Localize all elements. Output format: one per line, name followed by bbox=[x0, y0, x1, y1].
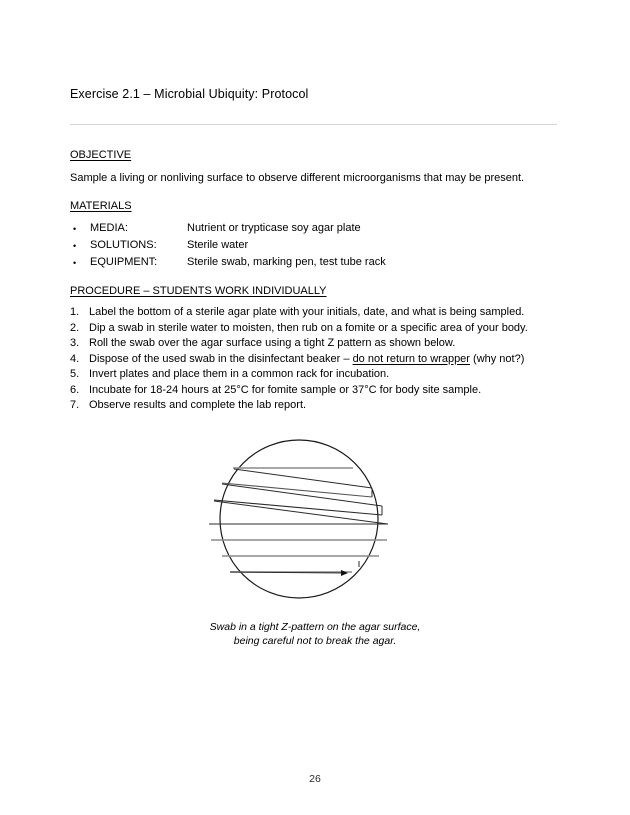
bullet-icon: • bbox=[73, 224, 77, 234]
material-value: Sterile water bbox=[187, 239, 249, 251]
table-row bbox=[70, 337, 570, 353]
material-value: Nutrient or trypticase soy agar plate bbox=[187, 222, 361, 234]
material-label: MEDIA: bbox=[90, 222, 128, 234]
list-item bbox=[70, 256, 560, 273]
table-row bbox=[70, 384, 570, 400]
step-number: 6. bbox=[70, 383, 80, 396]
material-label: SOLUTIONS: bbox=[90, 239, 157, 251]
section-heading-procedure: PROCEDURE – STUDENTS WORK INDIVIDUALLY bbox=[70, 285, 327, 297]
section-heading-objective: OBJECTIVE bbox=[70, 149, 132, 161]
figure-caption-line-2: being careful not to break the agar. bbox=[233, 635, 397, 647]
step-text: Roll the swab over the agar surface using a tight Z pattern as shown below. bbox=[89, 337, 456, 349]
page-number: 26 bbox=[309, 773, 321, 785]
step-number: 1. bbox=[70, 306, 80, 318]
title-divider bbox=[70, 124, 557, 125]
page-title: Exercise 2.1 – Microbial Ubiquity: Protocol bbox=[70, 87, 309, 101]
step-number: 4. bbox=[70, 352, 80, 365]
section-heading-materials: MATERIALS bbox=[70, 200, 132, 212]
step-text bbox=[89, 353, 524, 365]
list-item bbox=[70, 239, 560, 256]
table-row bbox=[70, 368, 570, 384]
step-text: Label the bottom of a sterile agar plate with your initials, date, and what is being sampled. bbox=[89, 306, 525, 318]
step-text-before: Dispose of the used swab in the disinfectant beaker – bbox=[89, 352, 353, 365]
material-label: EQUIPMENT: bbox=[90, 256, 158, 268]
list-item bbox=[70, 222, 560, 239]
table-row bbox=[70, 399, 570, 415]
step-number: 5. bbox=[70, 368, 80, 380]
bullet-icon: • bbox=[73, 241, 77, 251]
plate-outline bbox=[220, 440, 378, 598]
step-number: 7. bbox=[70, 399, 80, 411]
figure-caption-line-1: Swab in a tight Z-pattern on the agar surface, bbox=[209, 621, 421, 633]
step-number: 2. bbox=[70, 321, 80, 334]
streak-pattern bbox=[209, 468, 388, 573]
bullet-icon: • bbox=[73, 258, 77, 268]
procedure-list bbox=[70, 306, 570, 415]
table-row bbox=[70, 353, 570, 369]
material-value: Sterile swab, marking pen, test tube rack bbox=[187, 256, 386, 268]
step-text: Invert plates and place them in a common rack for incubation. bbox=[89, 368, 390, 380]
step-text-emphasis: do not return to wrapper bbox=[352, 352, 470, 365]
step-text: Dip a swab in sterile water to moisten, then rub on a fomite or a specific area of your body. bbox=[89, 321, 528, 334]
step-text: Incubate for 18-24 hours at 25°C for fomite sample or 37°C for body site sample. bbox=[89, 383, 482, 396]
table-row bbox=[70, 306, 570, 322]
objective-text: Sample a living or nonliving surface to observe different microorganisms that may be present. bbox=[70, 172, 525, 184]
step-text-after: (why not?) bbox=[469, 352, 525, 365]
table-row bbox=[70, 322, 570, 338]
step-number: 3. bbox=[70, 337, 80, 349]
agar-plate-diagram bbox=[204, 432, 394, 608]
step-text: Observe results and complete the lab report. bbox=[89, 399, 307, 411]
materials-list bbox=[70, 222, 560, 273]
